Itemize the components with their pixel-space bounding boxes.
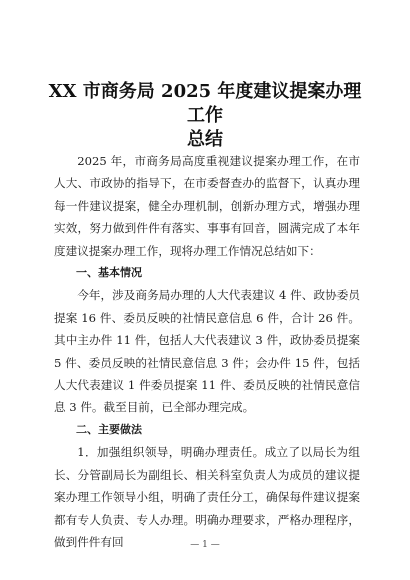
document-title: [40, 80, 370, 152]
page-number: — 1 —: [190, 540, 220, 550]
title-line-2: 总结: [187, 129, 223, 150]
section-2-paragraph: 1．加强组织领导，明确办理责任。成立了以局长为组长、分管副局长为副组长、相关科室负责人为成员的建议提案办理工作领导小组，明确了责任分工，确保每件建议提案都有专人负责、专人办理。明确办理要求，严格办理程序，做到件件有回: [54, 445, 360, 549]
document-body: [54, 150, 360, 553]
section-1-paragraph: 今年，涉及商务局办理的人大代表建议 4 件、政协委员提案 16 件、委员反映的社情民意信息 6 件，合计 26 件。其中主办件 11 件，包括人大代表建议 3 件，政协委员提案 5 件、委员反映的社情民意信息 3 件；会办件 15 件，包括人大代表建议 1 件委员提案 11 件、委员反映的社情民意信息 3 件。截至目前，已全部办理完成。: [54, 288, 360, 415]
intro-paragraph: 2025 年，市商务局高度重视建议提案办理工作，在市人大、市政协的指导下，在市委督查办的监督下，认真办理每一件建议提案，健全办理机制，创新办理方式，增强办理实效，努力做到件件有落实、事事有回音，圆满完成了本年度建议提案办理工作，现将办理工作情况总结如下：: [54, 154, 360, 258]
title-line-1: XX 市商务局 2025 年度建议提案办理工作: [48, 81, 362, 126]
section-1-heading: 一、基本情况: [76, 266, 142, 280]
section-2-heading: 二、主要做法: [76, 422, 142, 436]
